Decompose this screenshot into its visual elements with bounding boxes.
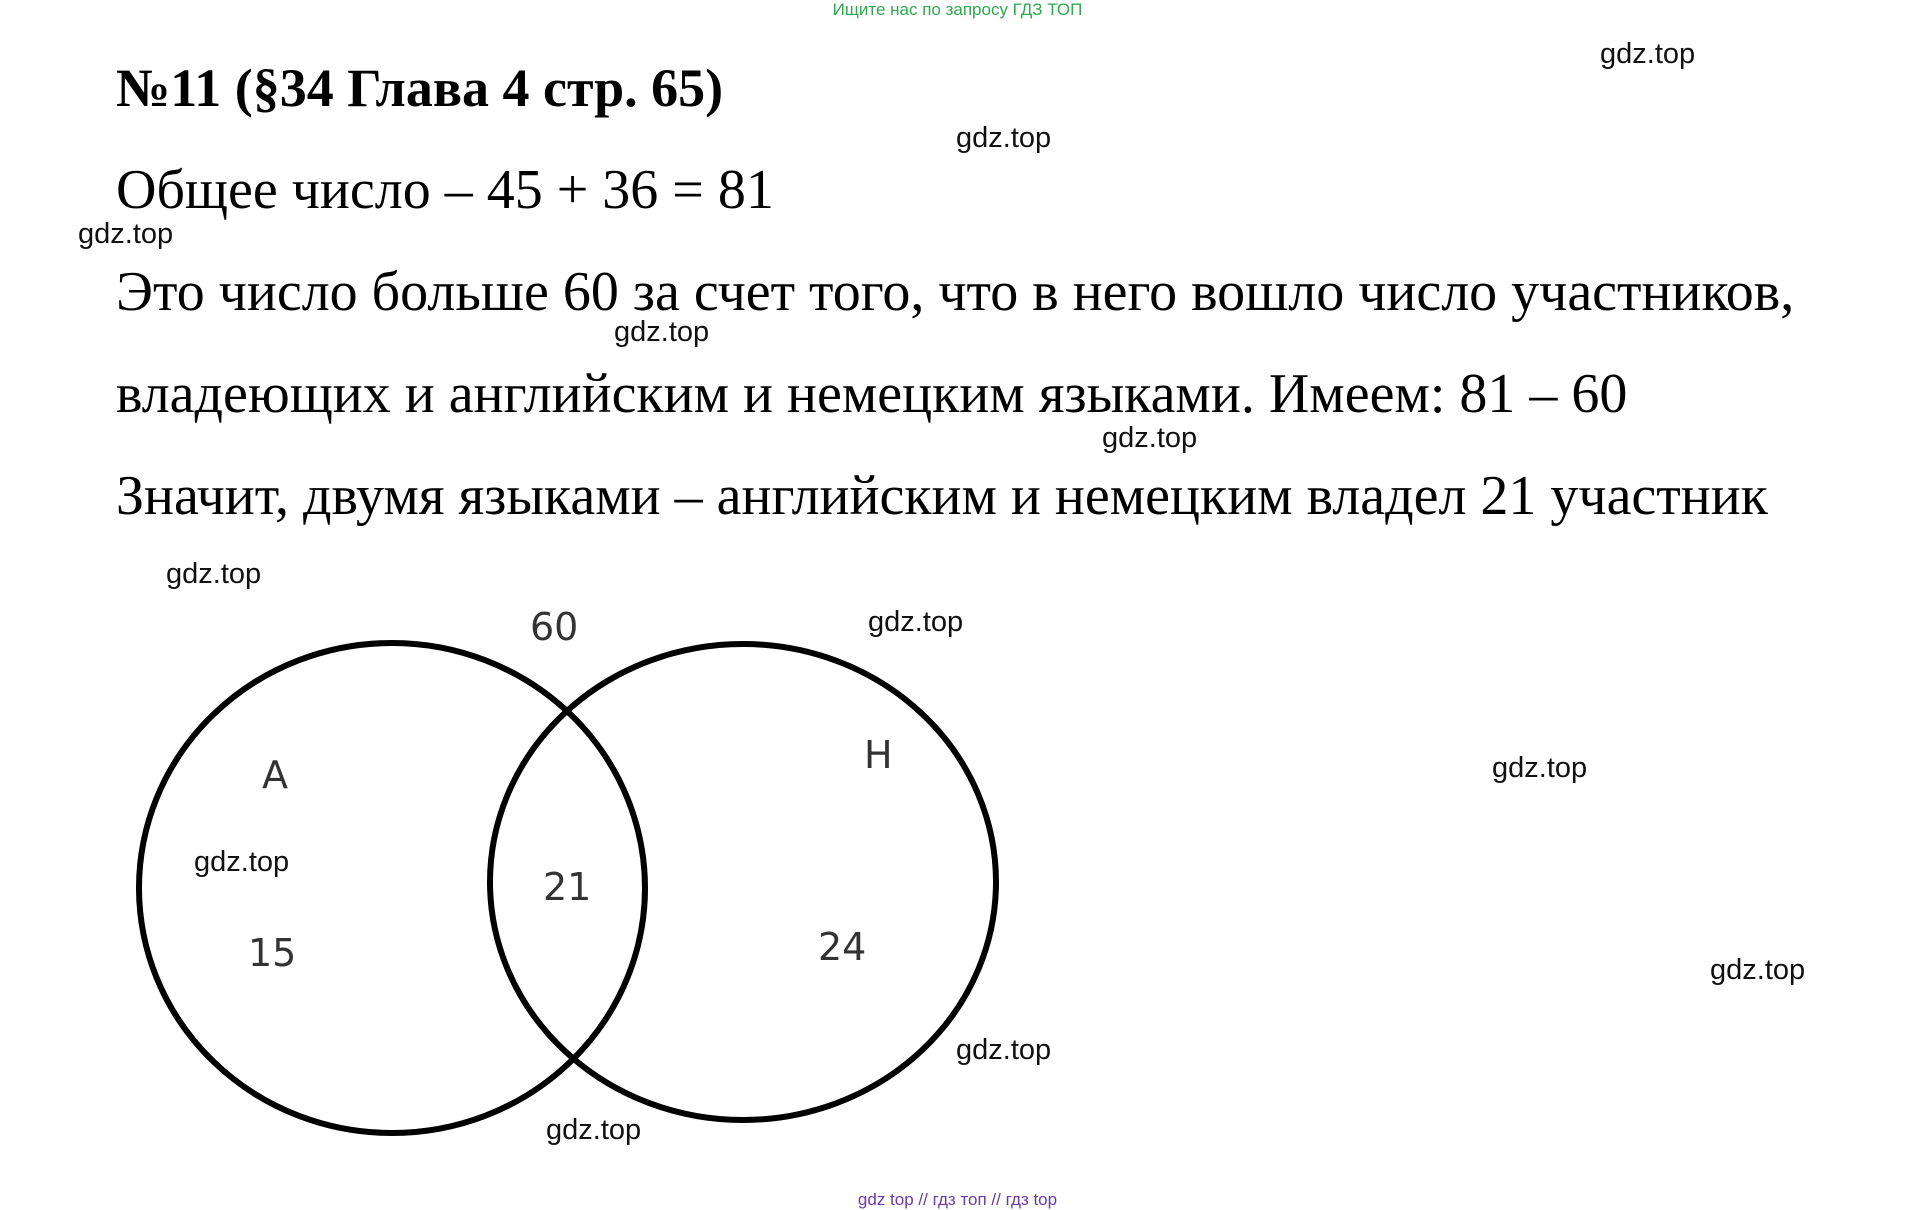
venn-intersection-value: 21 — [543, 865, 592, 909]
venn-left-label: А — [262, 753, 288, 797]
watermark: gdz.top — [546, 1114, 642, 1146]
page-title: №11 (§34 Глава 4 стр. 65) — [116, 58, 724, 118]
watermark: gdz.top — [956, 1034, 1052, 1066]
solution-line-1: Общее число – 45 + 36 = 81 — [116, 159, 774, 221]
venn-total-label: 60 — [530, 605, 579, 649]
watermark: gdz.top — [194, 846, 290, 878]
watermark: gdz.top — [1492, 752, 1588, 784]
top-banner[interactable]: Ищите нас по запросу ГДЗ ТОП — [832, 0, 1083, 19]
footer-links[interactable]: gdz top // гдз топ // гдз top — [857, 1190, 1058, 1209]
watermark: gdz.top — [1710, 954, 1806, 986]
watermark: gdz.top — [868, 606, 964, 638]
watermark: gdz.top — [956, 122, 1052, 154]
watermark: gdz.top — [166, 558, 262, 590]
watermark: gdz.top — [1600, 38, 1696, 70]
venn-left-only-value: 15 — [248, 931, 297, 975]
watermark: gdz.top — [1102, 422, 1198, 454]
venn-right-only-value: 24 — [818, 925, 867, 969]
watermark: gdz.top — [78, 218, 174, 250]
solution-line-3: владеющих и английским и немецким языками. Имеем: 81 – 60 — [116, 363, 1628, 425]
solution-line-2: Это число больше 60 за счет того, что в него вошло число участников, — [116, 261, 1795, 323]
watermark: gdz.top — [614, 316, 710, 348]
solution-line-4: Значит, двумя языками – английским и немецким владел 21 участник — [116, 465, 1768, 527]
venn-right-label: Н — [864, 733, 893, 777]
